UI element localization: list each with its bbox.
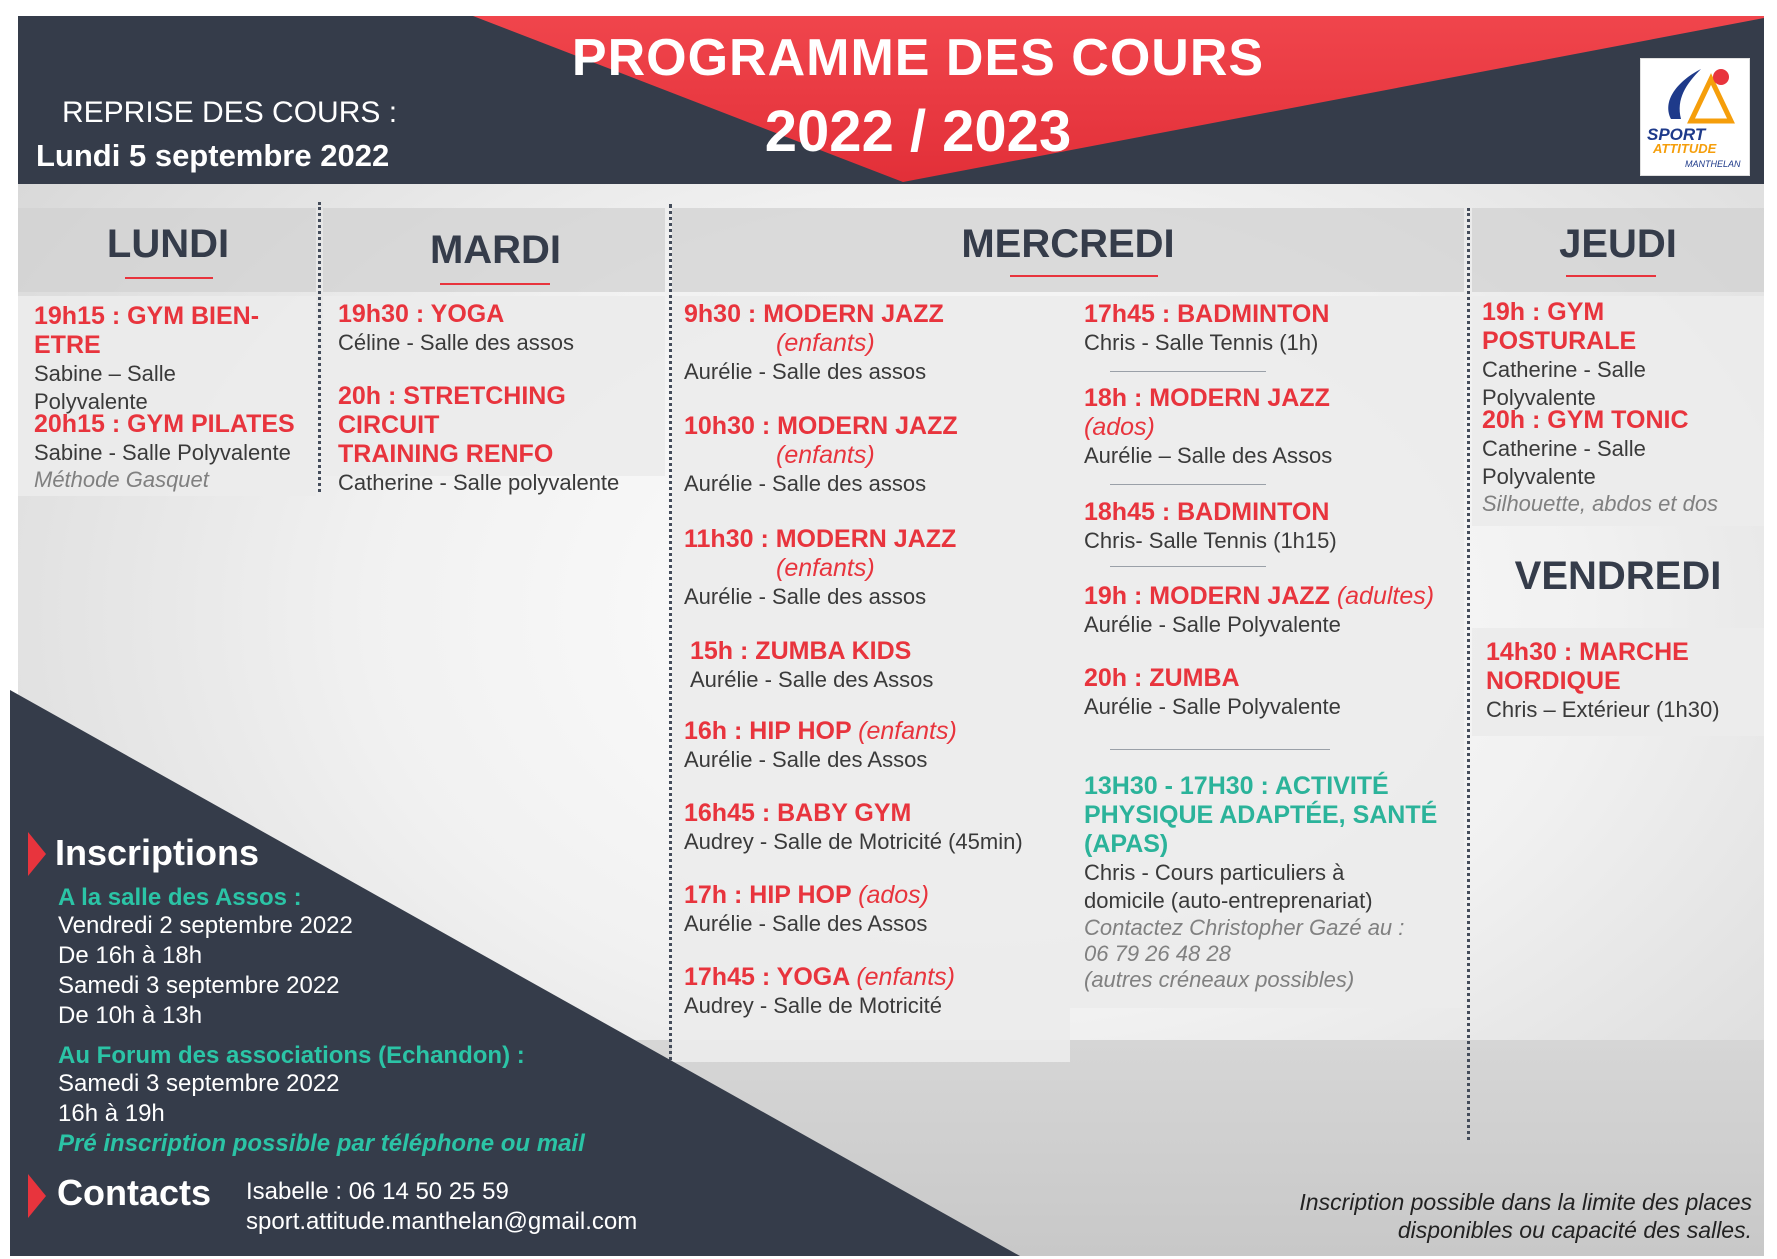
course-title: 14h30 : MARCHE: [1486, 638, 1689, 666]
course-title-text: 16h : HIP HOP: [684, 717, 852, 745]
course-zumba-kids: [690, 637, 933, 694]
course-info: Catherine - Salle polyvalente: [338, 470, 620, 495]
course-title: 20h : GYM TONIC: [1482, 406, 1689, 434]
course-title: [1084, 582, 1434, 611]
day-vendredi: VENDREDI: [1514, 554, 1722, 598]
inscriptions-location-forum: Au Forum des associations (Echandon) :: [58, 1042, 525, 1069]
course-gym-bien-etre: [34, 302, 316, 416]
course-audience: (ados): [1084, 413, 1155, 441]
course-audience: (enfants): [776, 329, 875, 357]
course-info: Audrey - Salle de Motricité (45min): [684, 829, 1023, 854]
logo-mark-icon: [1641, 59, 1751, 129]
inscriptions-hours: De 16h à 18h: [58, 942, 203, 969]
divider: [1110, 566, 1266, 567]
course-audience: (adultes): [1336, 582, 1435, 610]
logo-text-manthelan: MANTHELAN: [1685, 159, 1741, 169]
course-audience: (enfants): [776, 554, 875, 582]
divider: [1110, 484, 1266, 485]
course-info: Aurélie - Salle Polyvalente: [1084, 694, 1341, 719]
course-title: 18h45 : BADMINTON: [1084, 498, 1330, 526]
inscriptions-date: Vendredi 2 septembre 2022: [58, 912, 353, 939]
course-title: 17h45 : BADMINTON: [1084, 300, 1330, 328]
day-mardi: MARDI: [429, 228, 562, 272]
divider: [1110, 371, 1266, 372]
contacts-title: Contacts: [57, 1172, 212, 1213]
course-baby-gym: [684, 799, 1023, 856]
course-title-text: 17h : HIP HOP: [684, 881, 852, 909]
course-yoga-enfants: [684, 963, 955, 1020]
course-info: Aurélie - Salle des Assos: [684, 747, 928, 772]
course-info: Chris - Salle Tennis (1h): [1084, 330, 1319, 355]
course-info: Sabine - Salle Polyvalente: [34, 440, 291, 465]
course-audience: (enfants): [776, 441, 875, 469]
panel-lundi: [18, 296, 316, 496]
day-underline-mercredi: [1010, 275, 1158, 277]
course-info: Polyvalente: [1482, 464, 1596, 489]
day-underline-mardi: [440, 283, 550, 285]
course-marche-nordique: [1486, 638, 1720, 724]
footer-line: disponibles ou capacité des salles.: [1397, 1217, 1752, 1243]
course-info: Chris- Salle Tennis (1h15): [1084, 528, 1337, 553]
panel-vendredi: [1472, 628, 1764, 736]
course-apas: [1084, 772, 1437, 993]
course-hip-hop-enfants: [684, 717, 957, 774]
course-title: 9h30 : MODERN JAZZ: [684, 300, 944, 328]
inscriptions-title: Inscriptions: [55, 832, 260, 873]
course-yoga: [338, 300, 574, 357]
course-audience: (enfants): [856, 963, 955, 991]
panel-jeudi: [1472, 296, 1764, 526]
course-title: 16h45 : BABY GYM: [684, 799, 912, 827]
course-phone: 06 79 26 48 28: [1084, 941, 1231, 966]
club-logo: [1640, 58, 1750, 176]
course-info: Chris - Cours particuliers à: [1084, 860, 1345, 885]
course-info: Catherine - Salle: [1482, 436, 1646, 461]
course-title: 19h30 : YOGA: [338, 300, 505, 328]
footer-note: [1192, 1188, 1752, 1244]
course-title: 15h : ZUMBA KIDS: [690, 637, 912, 665]
separator-lundi-mardi: [318, 202, 321, 492]
course-title: 20h15 : GYM PILATES: [34, 410, 295, 438]
course-title: [684, 963, 955, 992]
course-gym-posturale: [1482, 298, 1764, 412]
course-info: Aurélie - Salle des Assos: [684, 911, 928, 936]
course-title: 18h : MODERN JAZZ: [1084, 384, 1330, 412]
course-title: NORDIQUE: [1486, 667, 1621, 695]
day-underline-lundi: [125, 277, 213, 279]
course-note: (autres créneaux possibles): [1084, 967, 1355, 992]
course-zumba: [1084, 664, 1341, 721]
course-title: [684, 717, 957, 746]
page-title: PROGRAMME DES COURS: [571, 29, 1265, 87]
course-note: Silhouette, abdos et dos: [1482, 491, 1719, 516]
course-title-text: 17h45 : YOGA: [684, 963, 850, 991]
course-stretching: [338, 382, 665, 497]
course-title: 11h30 : MODERN JAZZ: [684, 525, 957, 553]
course-audience: (ados): [858, 881, 930, 909]
panel-mardi: [323, 296, 665, 495]
course-title: [684, 881, 929, 910]
course-title: 13H30 - 17H30 : ACTIVITÉ: [1084, 772, 1389, 800]
inscriptions-hours: 16h à 19h: [58, 1100, 165, 1127]
day-mercredi: MERCREDI: [961, 222, 1175, 266]
inscriptions-hours: De 10h à 13h: [58, 1002, 203, 1029]
course-gym-tonic: [1482, 406, 1718, 517]
inscriptions-note: Pré inscription possible par téléphone ou mail: [58, 1130, 585, 1157]
course-title: PHYSIQUE ADAPTÉE, SANTÉ: [1084, 801, 1438, 829]
course-title: TRAINING RENFO: [338, 440, 554, 468]
course-info: Aurélie - Salle Polyvalente: [1084, 612, 1341, 637]
logo-text-attitude: ATTITUDE: [1653, 141, 1717, 156]
course-modern-jazz-adultes: [1084, 582, 1434, 639]
course-info: Aurélie – Salle des Assos: [1084, 443, 1333, 468]
reprise-label: REPRISE DES COURS :: [62, 96, 398, 129]
course-modern-jazz-ados: [1084, 384, 1332, 470]
course-info: Aurélie - Salle des assos: [684, 471, 927, 496]
course-title: 19h : GYM POSTURALE: [1482, 298, 1637, 355]
season-title: 2022 / 2023: [764, 99, 1072, 164]
course-title: 20h : STRETCHING CIRCUIT: [338, 382, 566, 439]
course-modern-jazz-11h30: [684, 525, 956, 611]
course-hip-hop-ados: [684, 881, 929, 938]
course-title: 19h15 : GYM BIEN-ETRE: [34, 302, 260, 359]
inscriptions-date: Samedi 3 septembre 2022: [58, 1070, 340, 1097]
course-info: Audrey - Salle de Motricité: [684, 993, 942, 1018]
inscriptions-date: Samedi 3 septembre 2022: [58, 972, 340, 999]
course-info: Aurélie - Salle des Assos: [690, 667, 934, 692]
course-info: Aurélie - Salle des assos: [684, 584, 927, 609]
course-modern-jazz-9h30: [684, 300, 944, 386]
course-badminton-17h45: [1084, 300, 1329, 357]
inscriptions-location-assos: A la salle des Assos :: [58, 884, 302, 911]
course-info: Sabine – Salle: [34, 361, 176, 386]
course-badminton-18h45: [1084, 498, 1337, 555]
footer-line: Inscription possible dans la limite des places: [1299, 1189, 1752, 1215]
course-title: 10h30 : MODERN JAZZ: [684, 412, 958, 440]
panel-mercredi-right: [1070, 296, 1464, 1008]
course-info: Polyvalente: [34, 389, 148, 414]
course-note: Méthode Gasquet: [34, 467, 209, 492]
separator-mercredi-jeudi: [1467, 208, 1470, 1140]
course-info: Polyvalente: [1482, 385, 1596, 410]
course-info: Chris – Extérieur (1h30): [1486, 697, 1720, 722]
course-title: 20h : ZUMBA: [1084, 664, 1240, 692]
reprise-date: Lundi 5 septembre 2022: [36, 138, 390, 173]
course-title: (APAS): [1084, 830, 1169, 858]
day-underline-jeudi: [1566, 275, 1656, 277]
logo-text-sport: SPORT: [1647, 125, 1706, 144]
arrow-icon: [28, 1174, 46, 1218]
divider: [1110, 749, 1330, 750]
contact-phone[interactable]: Isabelle : 06 14 50 25 59: [246, 1178, 509, 1205]
course-note: Contactez Christopher Gazé au :: [1084, 915, 1405, 940]
course-gym-pilates: [34, 410, 295, 493]
day-lundi: LUNDI: [106, 222, 230, 266]
course-title-text: 19h : MODERN JAZZ: [1084, 582, 1330, 610]
course-modern-jazz-10h30: [684, 412, 958, 498]
panel-mercredi-left: [672, 296, 1070, 1062]
course-audience: (enfants): [858, 717, 957, 745]
course-info: Aurélie - Salle des assos: [684, 359, 927, 384]
course-info: domicile (auto-entreprenariat): [1084, 888, 1373, 913]
course-info: Céline - Salle des assos: [338, 330, 575, 355]
day-jeudi: JEUDI: [1559, 222, 1677, 266]
header: [18, 16, 1764, 184]
arrow-icon: [28, 832, 46, 876]
course-info: Catherine - Salle: [1482, 357, 1646, 382]
contact-email[interactable]: sport.attitude.manthelan@gmail.com: [246, 1208, 638, 1235]
